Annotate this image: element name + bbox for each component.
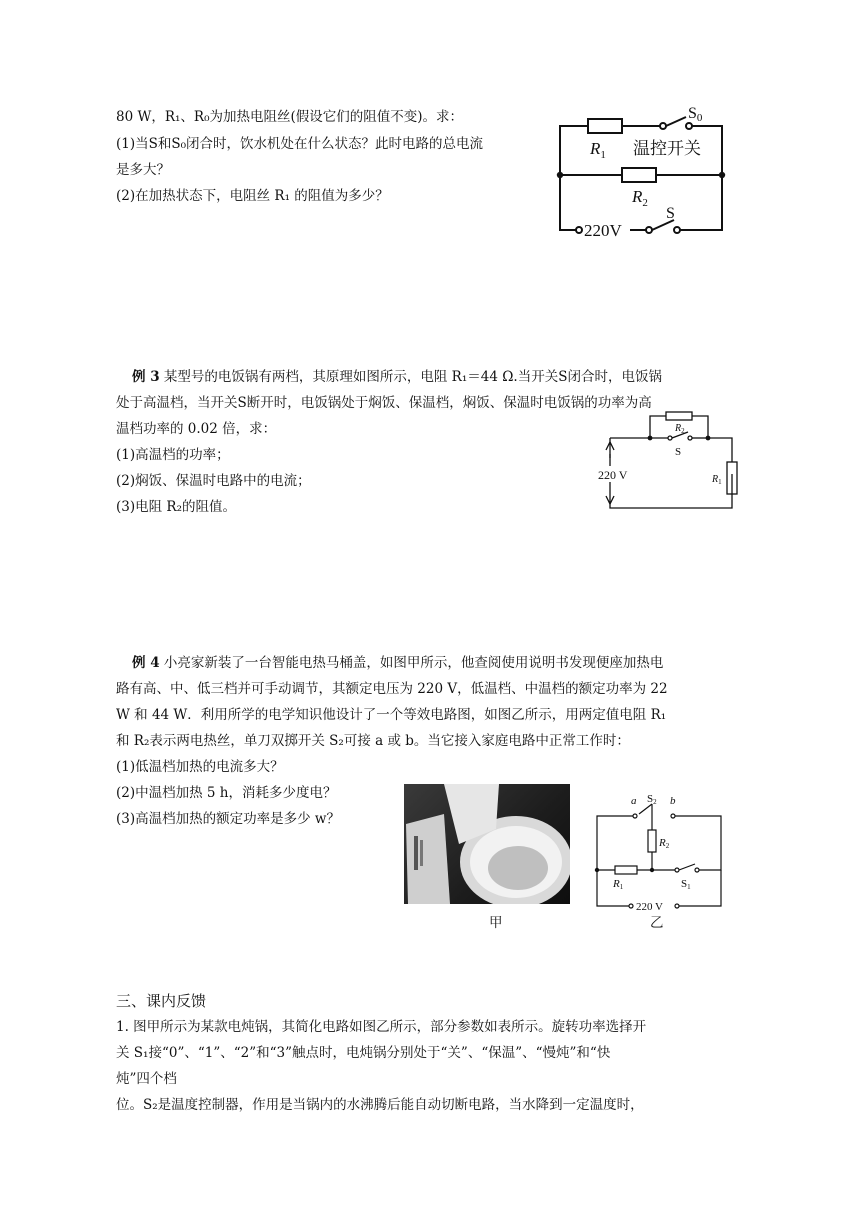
ex2-q1b: 是多大？ <box>116 162 170 178</box>
ex3-r2-label: $R_2$ <box>675 423 685 435</box>
ex4-r1-label: R1 <box>613 878 624 891</box>
ex4-line1-text: 小亮家新装了一台智能电热马桶盖，如图甲所示，他查阅使用说明书发现便座加热电 <box>163 655 664 671</box>
ex3-line1 <box>132 364 662 390</box>
section3-line4: 位。S₂是温度控制器，作用是当锅内的水沸腾后能自动切断电路，当水降到一定温度时， <box>116 1097 644 1113</box>
ex3-r1-label: $R_1$ <box>712 474 722 486</box>
ex3-circuit-diagram <box>588 408 748 518</box>
ex4-a-label: a <box>631 795 637 807</box>
section3-line3: 炖”四个档 <box>116 1071 177 1087</box>
ex4-line2: 路有高、中、低三档并可手动调节，其额定电压为 220 V，低温档、中温档的额定功率为 22 <box>116 681 668 697</box>
ex2-r1-label: $R_1$ <box>590 139 606 161</box>
ex4-line4: 和 R₂表示两电热丝，单刀双掷开关 S₂可接 a 或 b。当它接入家庭电路中正常工作时： <box>116 733 630 749</box>
ex4-line1 <box>132 650 663 676</box>
ex2-switch-label: 温控开关 <box>633 139 701 159</box>
ex4-r2-label: R2 <box>659 837 670 850</box>
ex3-q2: (2)焖饭、保温时电路中的电流； <box>116 473 311 489</box>
ex4-circuit-diagram <box>585 790 730 912</box>
ex2-q1a: (1)当S和S₀闭合时，饮水机处在什么状态？此时电路的总电流 <box>116 136 484 152</box>
ex3-line2: 处于高温档，当开关S断开时，电饭锅处于焖饭、保温档，焖饭、保温时电饭锅的功率为高 <box>116 395 652 411</box>
section3-line2: 关 S₁接“0”、“1”、“2”和“3”触点时，电炖锅分别处于“关”、“保温”、“慢炖”和“快 <box>116 1045 611 1061</box>
ex4-line3: W 和 44 W．利用所学的电学知识他设计了一个等效电路图，如图乙所示，用两定值电阻 R₁ <box>116 707 667 723</box>
caption-yi: 乙 <box>650 915 664 931</box>
toilet-seat-photo <box>404 784 570 904</box>
ex2-line1: 80 W，R₁、R₀为加热电阻丝(假设它们的阻值不变)。求： <box>116 109 464 125</box>
ex2-circuit-diagram <box>550 106 740 240</box>
ex2-r2-label: $R_2$ <box>632 187 648 209</box>
ex4-tag: 例 4 <box>132 655 160 671</box>
section3-line1: 1. 图甲所示为某款电炖锅，其简化电路如图乙所示，部分参数如表所示。旋转功率选择开 <box>116 1019 647 1035</box>
caption-jia: 甲 <box>489 915 503 931</box>
ex3-line1-text: 某型号的电饭锅有两档，其原理如图所示，电阻 R₁＝44 Ω.当开关S闭合时，电饭锅 <box>163 369 662 385</box>
ex3-tag: 例 3 <box>132 369 160 385</box>
ex3-q3: (3)电阻 R₂的阻值。 <box>116 499 236 515</box>
ex4-s2-label: S2 <box>647 793 657 806</box>
ex4-q3: (3)高温档加热的额定功率是多少 w？ <box>116 811 340 827</box>
ex2-q2: (2)在加热状态下，电阻丝 R₁ 的阻值为多少？ <box>116 188 389 204</box>
ex4-q2: (2)中温档加热 5 h，消耗多少度电？ <box>116 785 337 801</box>
ex3-q1: (1)高温档的功率； <box>116 447 230 463</box>
ex3-s-label: S <box>675 446 682 458</box>
ex3-voltage-label: 220 V <box>598 468 628 482</box>
ex4-q1: (1)低温档加热的电流多大？ <box>116 759 284 775</box>
ex2-s0-label: S0 <box>688 106 703 124</box>
section3-title: 三、课内反馈 <box>116 992 207 1010</box>
ex4-voltage-label: 220 V <box>636 901 663 912</box>
ex3-line3: 温档功率的 0.02 倍，求： <box>116 421 277 437</box>
ex2-s-label: S <box>666 205 675 222</box>
ex4-b-label: b <box>670 795 676 807</box>
ex4-s1-label: S1 <box>681 878 691 891</box>
ex2-voltage-label: 220V <box>584 221 622 240</box>
